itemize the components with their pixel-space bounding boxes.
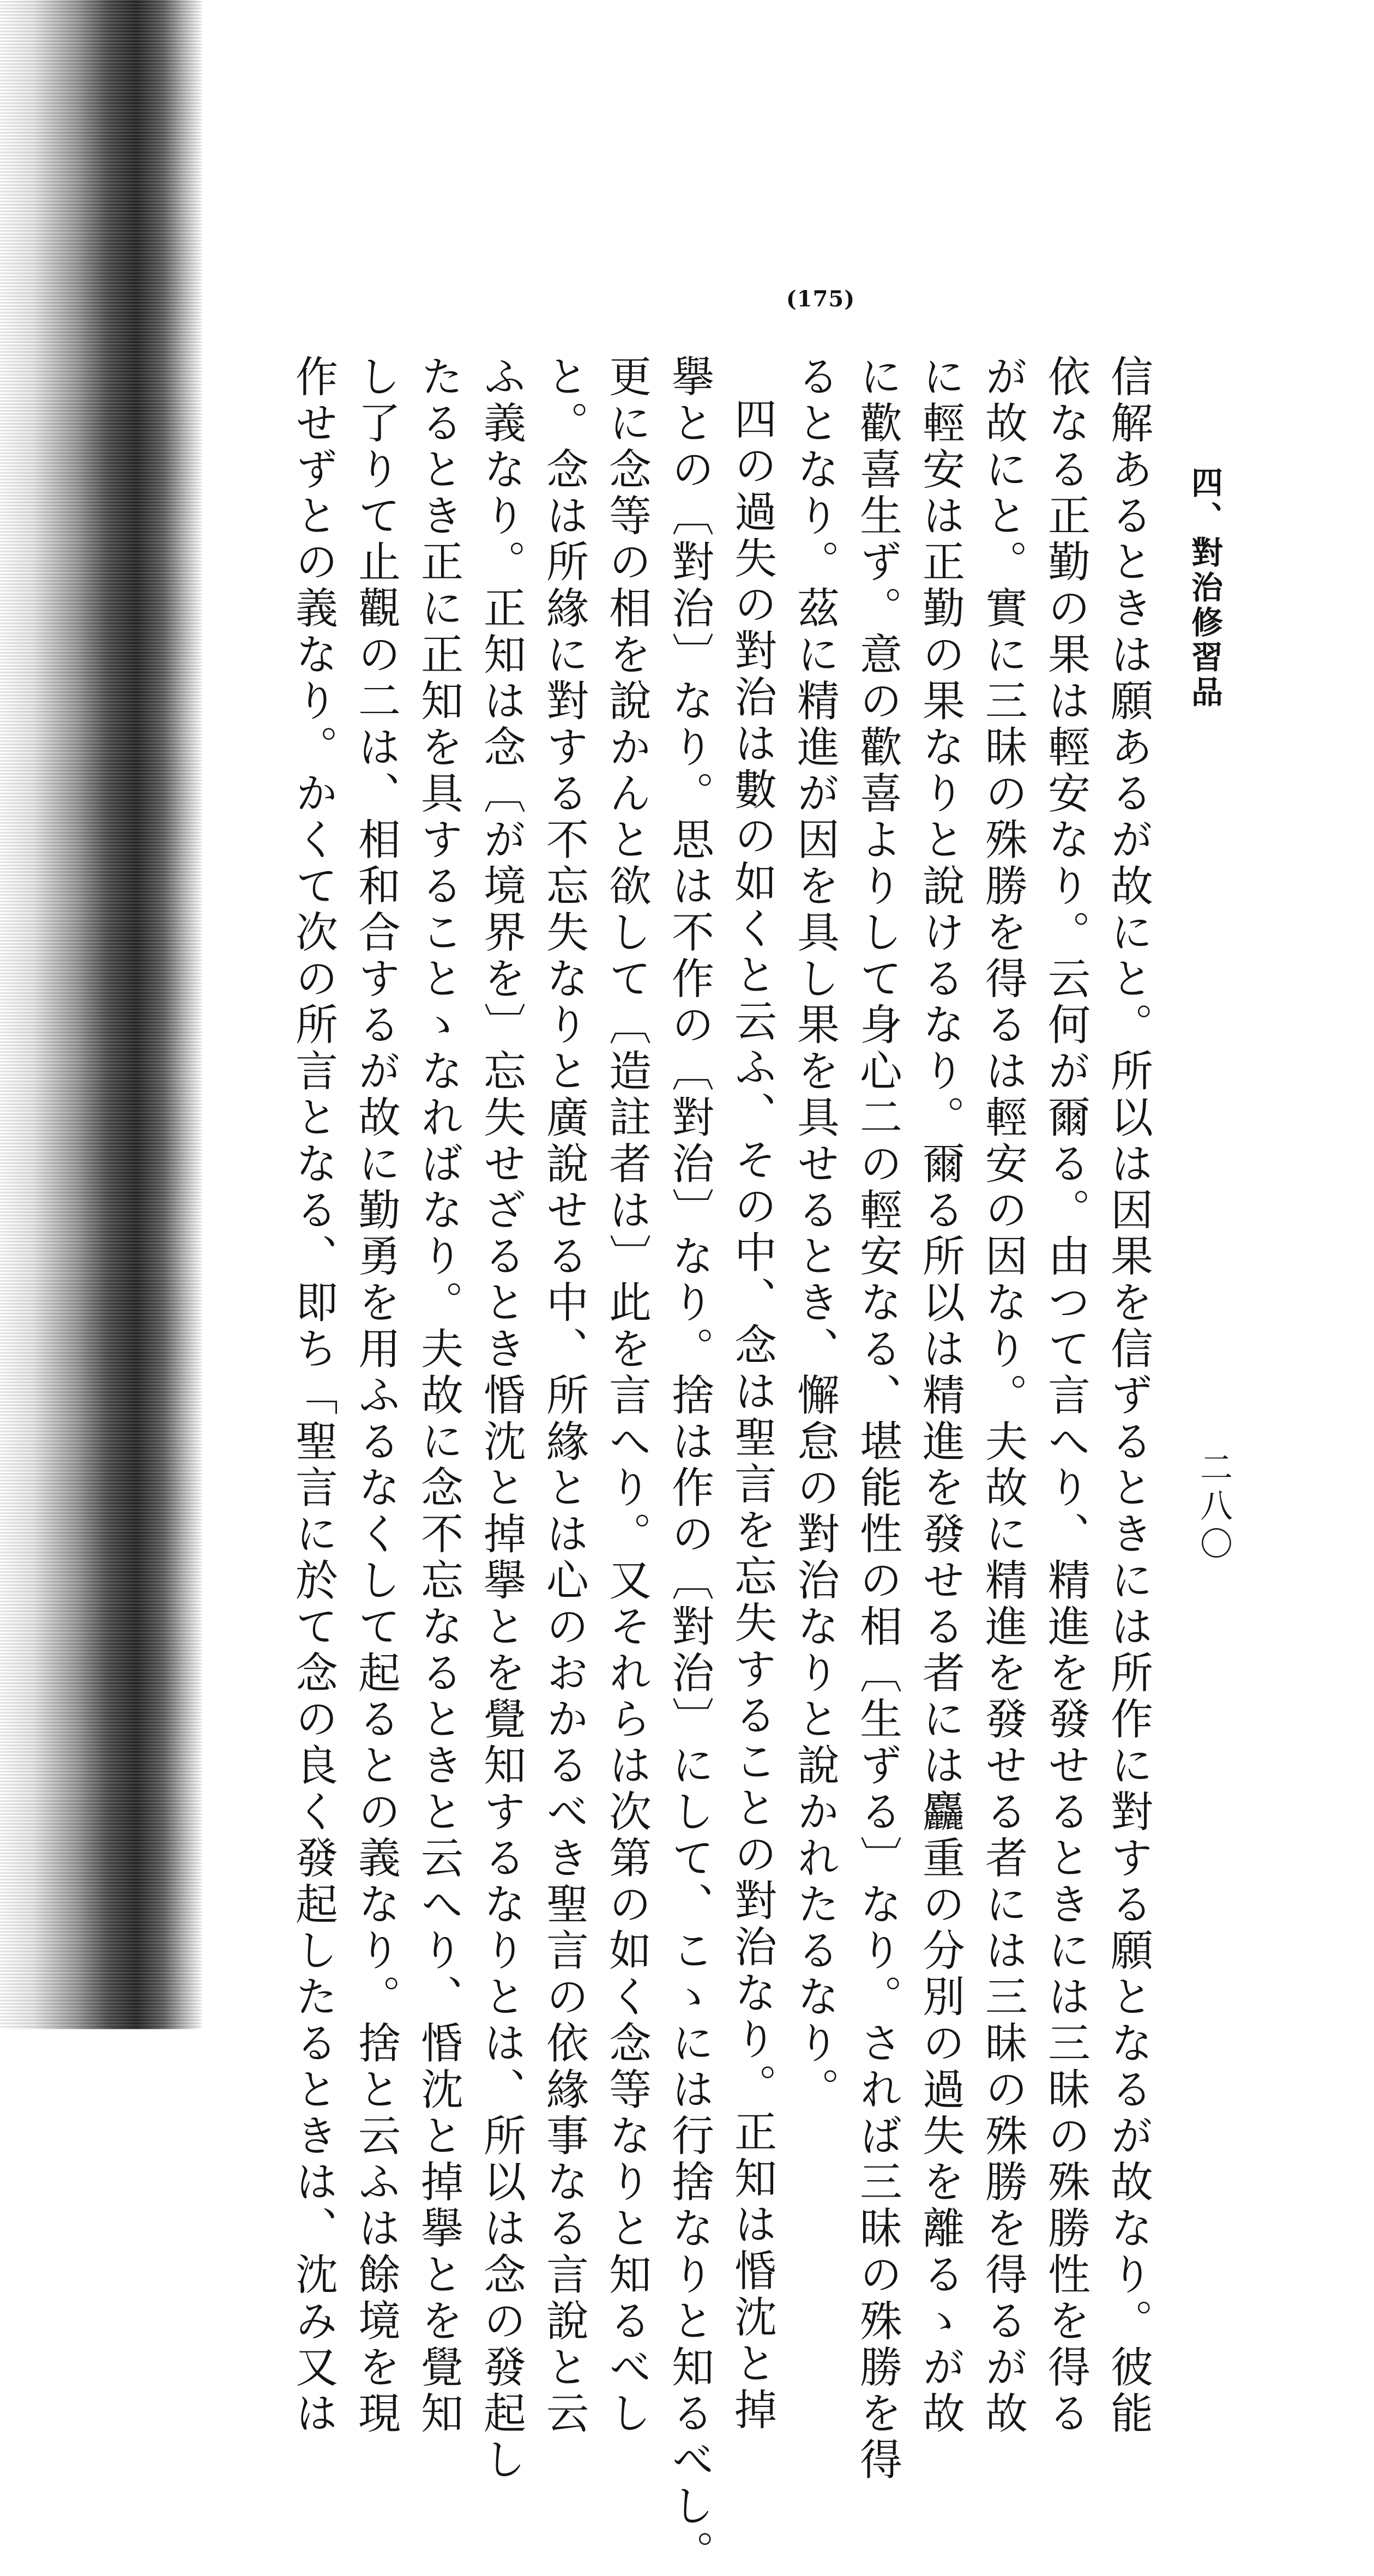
running-title: 四、對治修習品 (1186, 466, 1223, 710)
text-line-2: 依なる正勤の果は輕安なり。云何が爾る。由つて言へり、精進を發せるときには三昧の殊勝性を得る (1041, 354, 1090, 2438)
page-number: (175) (786, 286, 855, 312)
text-line-4: に輕安は正勤の果なりと說けるなり。爾る所以は精進を發せる者には麤重の分別の過失を離るゝが故 (915, 354, 965, 2438)
kanji-folio-number: 二八〇 (1195, 1450, 1233, 1565)
text-line-14: 作せずとの義なり。かくて次の所言となる、即ち「聖言に於て念の良く發起したるときは、沈み又は (288, 354, 338, 2438)
text-line-1: 信解あるときは願あるが故にと。所以は因果を信ずるときには所作に對する願となるが故なり。彼能 (1104, 354, 1153, 2438)
text-line-9: 更に念等の相を說かんと欲して〔造註者は〕此を言へり。又それらは次第の如く念等なりと知るべし (602, 354, 651, 2438)
text-line-8: 擧との〔對治〕なり。思は不作の〔對治〕なり。捨は作の〔對治〕にして、こゝには行捨なりと知るべし。 (665, 354, 714, 2576)
text-line-12: たるとき正に正知を具することゝなればなり。夫故に念不忘なるときと云へり、惛沈と掉擧とを覺知 (414, 354, 463, 2438)
text-line-13: し了りて止觀の二は、相和合するが故に勤勇を用ふるなくして起るとの義なり。捨と云ふは餘境を現 (351, 354, 400, 2438)
text-line-6: るとなり。茲に精進が因を具し果を具せるとき、懈怠の對治なりと說かれたるなり。 (790, 354, 839, 2114)
spine-scan-grain (0, 0, 202, 2029)
text-line-11: ふ義なり。正知は念〔が境界を〕忘失せざるとき惛沈と掉擧とを覺知するなりとは、所以は念の發起し (477, 354, 526, 2484)
text-line-10: と。念は所緣に對する不忘失なりと廣說せる中、所緣とは心のおかるべき聖言の依緣事なる言說と云 (539, 354, 588, 2438)
text-line-3: が故にと。實に三昧の殊勝を得るは輕安の因なり。夫故に精進を發せる者には三昧の殊勝を得るが故 (978, 354, 1027, 2438)
text-line-7: 四の過失の對治は數の如くと云ふ、その中、念は聖言を忘失することの對治なり。正知は惛沈と掉 (727, 397, 776, 2434)
text-line-5: に歡喜生ず。意の歡喜よりして身心二の輕安なる、堪能性の相〔生ずる〕なり。されば三昧の殊勝を得 (853, 354, 902, 2484)
